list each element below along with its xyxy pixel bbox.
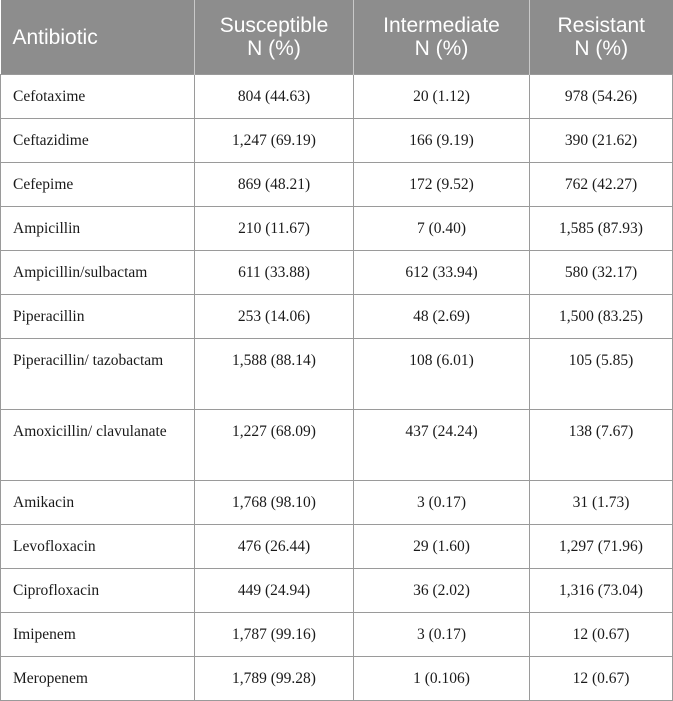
intermediate-cell: 20 (1.12): [354, 75, 530, 119]
susceptible-cell: 476 (26.44): [195, 525, 354, 569]
header-label: Susceptible: [219, 14, 329, 37]
intermediate-cell: 172 (9.52): [354, 163, 530, 207]
antibiotic-name-cell: Imipenem: [1, 613, 195, 657]
intermediate-cell: 1 (0.106): [354, 657, 530, 701]
susceptible-cell: 1,247 (69.19): [195, 119, 354, 163]
table-body: [1, 75, 673, 701]
table-row: [1, 525, 673, 569]
header-antibiotic: [1, 0, 195, 75]
header-unit: N (%): [247, 37, 301, 60]
resistant-cell: 1,297 (71.96): [530, 525, 673, 569]
table-row: [1, 339, 673, 410]
table-header: [1, 0, 673, 75]
table-row: [1, 75, 673, 119]
resistant-cell: 12 (0.67): [530, 657, 673, 701]
intermediate-cell: 612 (33.94): [354, 251, 530, 295]
resistant-cell: 138 (7.67): [530, 410, 673, 481]
resistant-cell: 978 (54.26): [530, 75, 673, 119]
susceptible-cell: 1,789 (99.28): [195, 657, 354, 701]
resistant-cell: 105 (5.85): [530, 339, 673, 410]
header-label: Resistant: [557, 14, 646, 37]
table-row: [1, 251, 673, 295]
table-row: [1, 295, 673, 339]
intermediate-cell: 48 (2.69): [354, 295, 530, 339]
resistant-cell: 31 (1.73): [530, 481, 673, 525]
susceptible-cell: 253 (14.06): [195, 295, 354, 339]
header-unit: N (%): [414, 37, 469, 60]
resistant-cell: 762 (42.27): [530, 163, 673, 207]
antibiotic-name-cell: Ampicillin: [1, 207, 195, 251]
header-label: Antibiotic: [12, 25, 98, 49]
antibiotic-name-cell: Piperacillin/ tazobactam: [1, 339, 195, 410]
resistant-cell: 1,500 (83.25): [530, 295, 673, 339]
table-row: [1, 207, 673, 251]
susceptible-cell: 1,787 (99.16): [195, 613, 354, 657]
table-row: [1, 119, 673, 163]
header-resistant: [530, 0, 673, 75]
intermediate-cell: 3 (0.17): [354, 613, 530, 657]
intermediate-cell: 7 (0.40): [354, 207, 530, 251]
antibiotic-name-cell: Meropenem: [1, 657, 195, 701]
header-intermediate: [354, 0, 530, 75]
antibiotic-name-cell: Ciprofloxacin: [1, 569, 195, 613]
resistant-cell: 1,316 (73.04): [530, 569, 673, 613]
table-row: [1, 163, 673, 207]
antibiotic-name-cell: Cefotaxime: [1, 75, 195, 119]
antibiotic-name-cell: Ampicillin/sulbactam: [1, 251, 195, 295]
resistant-cell: 12 (0.67): [530, 613, 673, 657]
table-row: [1, 481, 673, 525]
susceptible-cell: 210 (11.67): [195, 207, 354, 251]
intermediate-cell: 437 (24.24): [354, 410, 530, 481]
resistant-cell: 1,585 (87.93): [530, 207, 673, 251]
antibiotic-name-cell: Amoxicillin/ clavulanate: [1, 410, 195, 481]
table-row: [1, 410, 673, 481]
intermediate-cell: 166 (9.19): [354, 119, 530, 163]
susceptible-cell: 1,588 (88.14): [195, 339, 354, 410]
antibiotic-name-cell: Levofloxacin: [1, 525, 195, 569]
susceptible-cell: 1,768 (98.10): [195, 481, 354, 525]
susceptible-cell: 1,227 (68.09): [195, 410, 354, 481]
susceptible-cell: 611 (33.88): [195, 251, 354, 295]
resistant-cell: 580 (32.17): [530, 251, 673, 295]
susceptible-cell: 869 (48.21): [195, 163, 354, 207]
header-susceptible: [195, 0, 354, 75]
intermediate-cell: 108 (6.01): [354, 339, 530, 410]
antibiotic-name-cell: Amikacin: [1, 481, 195, 525]
header-label: Intermediate: [383, 14, 500, 37]
table-row: [1, 569, 673, 613]
table-row: [1, 657, 673, 701]
susceptible-cell: 804 (44.63): [195, 75, 354, 119]
header-row: [1, 0, 673, 75]
intermediate-cell: 3 (0.17): [354, 481, 530, 525]
antibiotic-name-cell: Cefepime: [1, 163, 195, 207]
antibiotic-name-cell: Piperacillin: [1, 295, 195, 339]
table-row: [1, 613, 673, 657]
resistant-cell: 390 (21.62): [530, 119, 673, 163]
susceptible-cell: 449 (24.94): [195, 569, 354, 613]
antibiotic-name-cell: Ceftazidime: [1, 119, 195, 163]
header-unit: N (%): [574, 37, 629, 60]
intermediate-cell: 36 (2.02): [354, 569, 530, 613]
intermediate-cell: 29 (1.60): [354, 525, 530, 569]
